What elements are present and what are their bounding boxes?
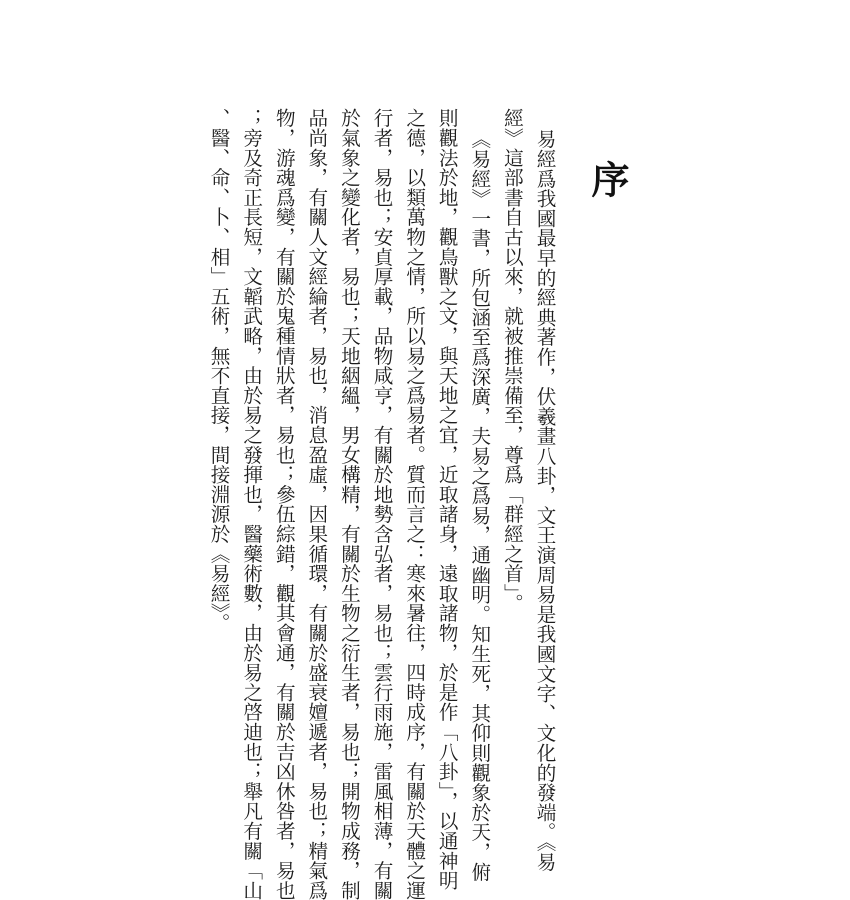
page-title: 序 — [585, 160, 630, 198]
text-column-8: 品尚象，有關人文經綸者，易也，消息盈虛，因果循環，有關於盛衰嬗遞者，易也；精氣爲 — [304, 108, 328, 900]
text-column-7: 於氣象之變化者，易也；天地絪縕，男女構精，有關於生物之衍生者，易也；開物成務，制 — [337, 108, 361, 900]
text-column-11: 、醫、命、卜、相」五術，無不直接，間接淵源於《易經》。 — [207, 108, 231, 633]
text-column-2: 經》這部書自古以來，就被推崇備至，尊爲「群經之首」。 — [500, 108, 524, 613]
text-column-5: 之德，以類萬物之情，所以易之爲易者。質而言之：寒來暑往，四時成序，有關於天體之運 — [402, 108, 426, 900]
text-column-9: 物，游魂爲變，有關於鬼種情狀者，易也；參伍綜錯，觀其會通，有關於吉凶休咎者，易也 — [272, 108, 296, 900]
text-column-3: 《易經》一書，所包涵至爲深廣，夫易之爲易，通幽明。知生死，其仰則觀象於天，俯 — [467, 128, 491, 881]
text-column-1: 易經爲我國最早的經典著作，伏羲畫八卦，文王演周易是我國文字、文化的發端。《易 — [533, 128, 556, 872]
preface-body — [201, 108, 560, 900]
text-column-10: ；旁及奇正長短，文韜武略，由於易之發揮也，醫藥術數，由於易之啓迪也；舉凡有關「山 — [239, 108, 263, 900]
text-column-4: 則觀法於地，觀鳥獸之文，與天地之宜，近取諸身，遠取諸物，於是作「八卦」，以通神明 — [435, 108, 459, 891]
text-column-6: 行者，易也；安貞厚載，品物咸亨，有關於地勢含弘者，易也；雲行雨施，雷風相薄，有關 — [370, 108, 394, 900]
